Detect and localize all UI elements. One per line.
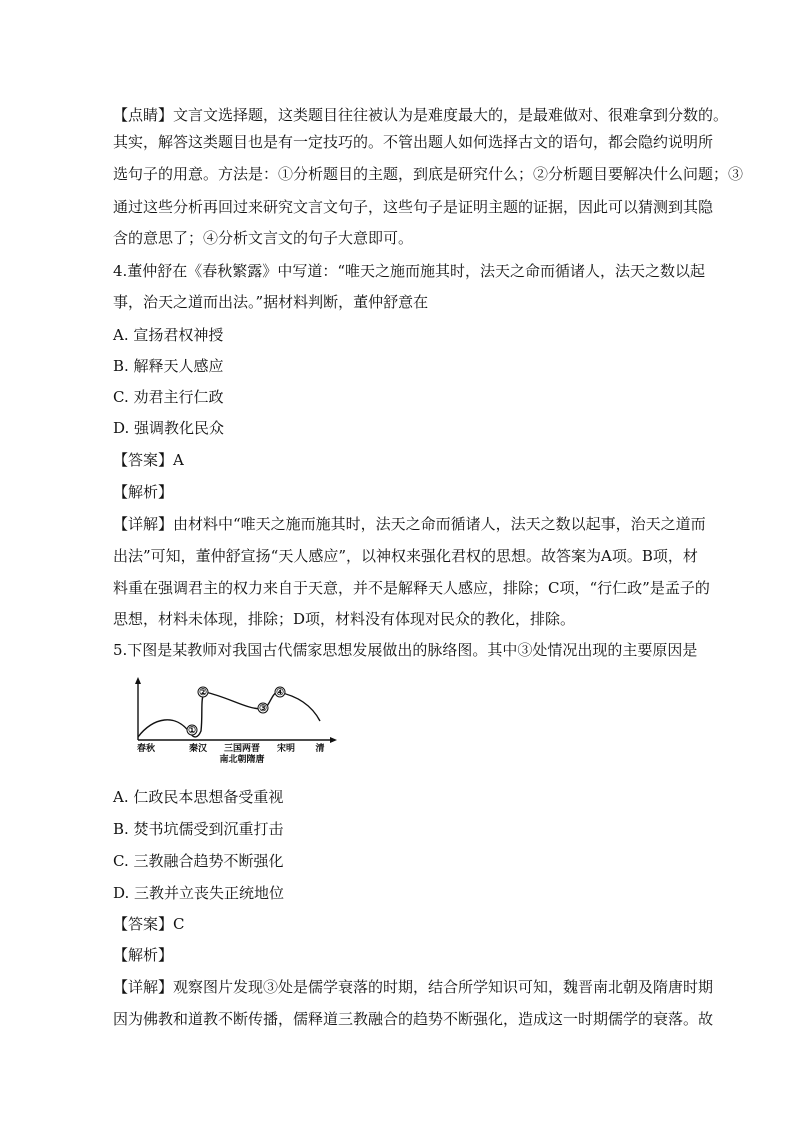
x-label-qing: 清	[315, 744, 325, 754]
text-line: 其实，解答这类题目也是有一定技巧的。不管出题人如何选择古文的语句，都会隐约说明所	[113, 133, 714, 151]
y-axis-arrow	[135, 677, 141, 684]
marker-3	[258, 703, 268, 714]
text-line: 【点睛】文言文选择题，这类题目往往被认为是难度最大的，是最难做对、很难拿到分数的。	[113, 106, 729, 124]
question-4-stem: 4.董仲舒在《春秋繁露》中写道：“唯天之施而施其时，法天之命而循诸人，法天之数以起	[113, 262, 705, 280]
confucianism-development-chart	[128, 675, 338, 765]
text-line: 选句子的用意。方法是：①分析题目的主题，到底是研究什么；②分析题目要解决什么问题；③	[113, 165, 744, 183]
x-label-sanguo: 三国两晋	[223, 744, 261, 754]
text-line: 含的意思了；④分析文言文的句子大意即可。	[113, 229, 414, 247]
x-label-nanbeichao: 南北朝隋唐	[219, 755, 265, 765]
svg-text:④: ④	[275, 688, 285, 698]
option-a: A. 宣扬君权神授	[113, 326, 224, 344]
option-d: D. 三教并立丧失正统地位	[113, 884, 285, 902]
development-curve	[138, 692, 320, 737]
marker-4	[275, 687, 285, 698]
x-label-qinhan: 秦汉	[188, 744, 208, 754]
option-c: C. 劝君主行仁政	[113, 388, 224, 406]
x-label-chunqiu: 春秋	[136, 744, 156, 754]
text-line: 【详解】观察图片发现③处是儒学衰落的时期，结合所学知识可知，魏晋南北朝及隋唐时期	[113, 978, 714, 996]
text-line: 思想，材料未体现，排除；D项，材料没有体现对民众的教化，排除。	[113, 610, 576, 628]
option-d: D. 强调教化民众	[113, 419, 225, 437]
text-line: 出法”可知，董仲舒宣扬“天人感应”，以神权来强化君权的思想。故答案为A项。B项，材	[113, 547, 698, 565]
answer-label: 【答案】A	[113, 451, 184, 469]
analysis-label: 【解析】	[113, 483, 174, 501]
marker-1	[187, 725, 197, 736]
svg-text:③: ③	[258, 704, 268, 714]
text-line: 因为佛教和道教不断传播，儒释道三教融合的趋势不断强化，造成这一时期儒学的衰落。故	[113, 1010, 714, 1028]
text-line: 通过这些分析再回过来研究文言文句子，这些句子是证明主题的证据，因此可以猜测到其隐	[113, 198, 714, 216]
option-b: B. 焚书坑儒受到沉重打击	[113, 820, 284, 838]
svg-text:②: ②	[198, 688, 208, 698]
analysis-label: 【解析】	[113, 946, 174, 964]
svg-text:①: ①	[187, 726, 197, 736]
x-label-songming: 宋明	[276, 744, 296, 754]
option-c: C. 三教融合趋势不断强化	[113, 852, 284, 870]
text-line: 料重在强调君主的权力来自于天意，并不是解释天人感应，排除；C项，“行仁政”是孟子的	[113, 579, 710, 597]
question-4-stem: 事，治天之道而出法。”据材料判断，董仲舒意在	[113, 293, 429, 311]
option-b: B. 解释天人感应	[113, 357, 224, 375]
answer-label: 【答案】C	[113, 915, 185, 933]
text-line: 【详解】由材料中“唯天之施而施其时，法天之命而循诸人，法天之数以起事，治天之道而	[113, 515, 706, 533]
question-5-stem: 5.下图是某教师对我国古代儒家思想发展做出的脉络图。其中③处情况出现的主要原因是	[113, 641, 698, 659]
x-axis-arrow	[330, 737, 337, 743]
option-a: A. 仁政民本思想备受重视	[113, 788, 284, 806]
marker-2	[198, 687, 208, 698]
